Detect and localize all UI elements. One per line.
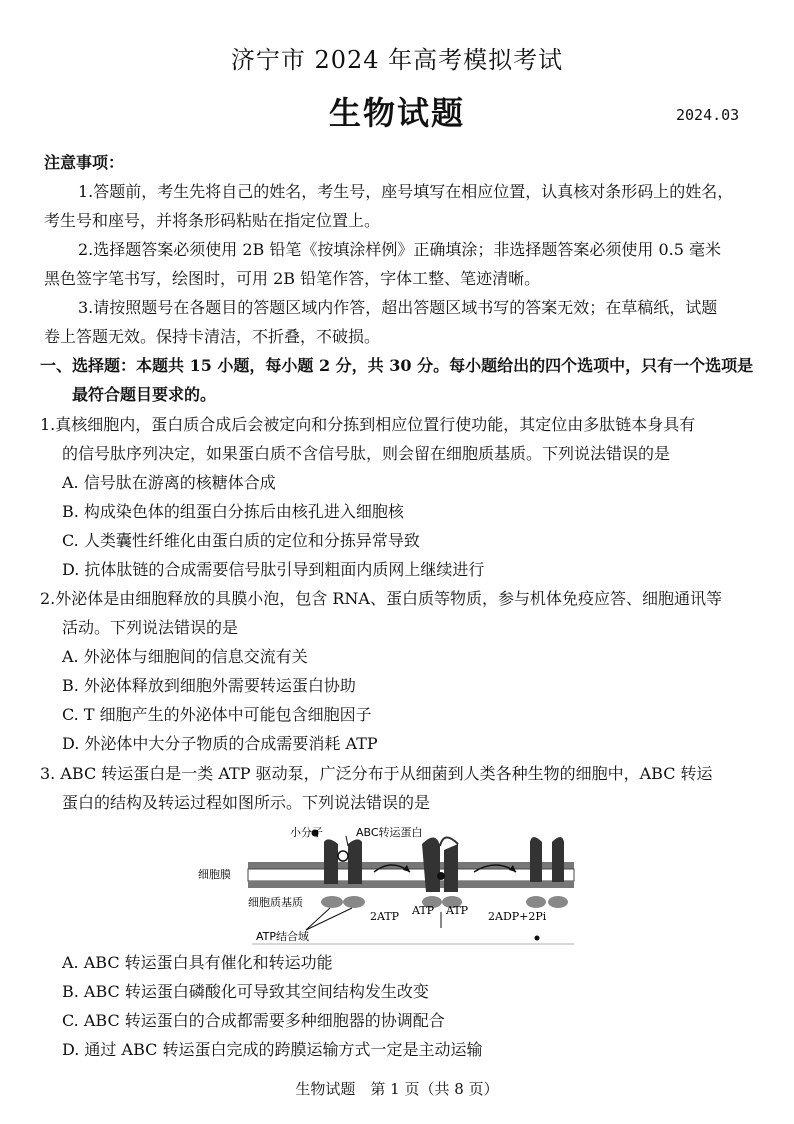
question-3-stem: 3. ABC 转运蛋白是一类 ATP 驱动泵，广泛分布于从细菌到人类各种生物的细胞中，ABC 转运 xyxy=(40,764,713,783)
question-2-option-d: D. 外泌体中大分子物质的合成需要消耗 ATP xyxy=(62,734,378,753)
label-atp-right: ATP xyxy=(446,904,469,917)
label-abc-protein: ABC转运蛋白 xyxy=(356,826,423,839)
notice-line: 1.答题前，考生先将自己的姓名，考生号，座号填写在相应位置，认真核对条形码上的姓名， xyxy=(78,182,734,201)
released-molecule-dot xyxy=(535,936,540,941)
page-footer: 生物试题 第 1 页（共 8 页） xyxy=(295,1080,499,1098)
abc-label-pointer xyxy=(346,836,348,846)
section-heading-cont: 最符合题目要求的。 xyxy=(72,385,217,404)
label-atp-left: ATP xyxy=(412,904,435,917)
label-atp-domain: ATP结合域 xyxy=(256,930,310,943)
atp-domain-pointer xyxy=(306,908,330,930)
question-1-stem: 1.真核细胞内，蛋白质合成后会被定向和分拣到相应位置行使功能，其定位由多肽链本身具有 xyxy=(40,415,696,434)
membrane-outer-layer xyxy=(248,862,574,869)
question-2-option-a: A. 外泌体与细胞间的信息交流有关 xyxy=(62,647,308,666)
question-3-option-a: A. ABC 转运蛋白具有催化和转运功能 xyxy=(62,953,333,972)
notice-line: 3.请按照题号在各题目的答题区域内作答，超出答题区域书写的答案无效；在草稿纸，试题 xyxy=(78,298,718,317)
label-membrane: 细胞膜 xyxy=(198,868,231,881)
question-3-option-b: B. ABC 转运蛋白磷酸化可导致其空间结构发生改变 xyxy=(62,982,429,1001)
notice-line: 卷上答题无效。保持卡清洁，不折叠，不破损。 xyxy=(44,327,381,346)
question-1-option-c: C. 人类囊性纤维化由蛋白质的定位和分拣异常导致 xyxy=(62,531,420,550)
exam-title: 济宁市 2024 年高考模拟考试 xyxy=(230,46,564,74)
membrane-inner-layer xyxy=(248,881,574,888)
question-1-option-d: D. 抗体肽链的合成需要信号肽引导到粗面内质网上继续进行 xyxy=(62,560,485,579)
question-2-option-b: B. 外泌体释放到细胞外需要转运蛋白协助 xyxy=(62,676,356,695)
question-1-stem: 的信号肽序列决定，如果蛋白质不含信号肽，则会留在细胞质基质。下列说法错误的是 xyxy=(62,444,671,463)
label-adp: 2ADP+2Pi xyxy=(488,910,547,923)
question-3-option-d: D. 通过 ABC 转运蛋白完成的跨膜运输方式一定是主动运输 xyxy=(62,1040,483,1059)
question-2-option-c: C. T 细胞产生的外泌体中可能包含细胞因子 xyxy=(62,705,372,724)
notice-heading: 注意事项： xyxy=(44,153,125,172)
exam-date: 2024.03 xyxy=(676,106,740,124)
notice-line: 2.选择题答案必须使用 2B 铅笔《按填涂样例》正确填涂；非选择题答案必须使用 0.5 毫米 xyxy=(78,240,721,259)
question-1-option-b: B. 构成染色体的组蛋白分拣后由核孔进入细胞核 xyxy=(62,502,404,521)
transporter-2 xyxy=(422,837,462,908)
question-3-stem: 蛋白的结构及转运过程如图所示。下列说法错误的是 xyxy=(62,793,431,812)
question-2-stem: 活动。下列说法错误的是 xyxy=(62,618,239,637)
label-2atp: 2ATP xyxy=(370,910,400,923)
label-small-molecule: 小分子 xyxy=(290,826,323,839)
notice-line: 黑色签字笔书写，绘图时，可用 2B 铅笔作答，字体工整、笔迹清晰。 xyxy=(44,269,541,288)
question-3-option-c: C. ABC 转运蛋白的合成都需要多种细胞器的协调配合 xyxy=(62,1011,445,1030)
section-heading: 一、选择题：本题共 15 小题，每小题 2 分，共 30 分。每小题给出的四个选项中，只有一个选项是 xyxy=(40,356,754,375)
abc-transporter-figure xyxy=(196,822,586,950)
notice-line: 考生号和座号，并将条形码粘贴在指定位置上。 xyxy=(44,211,381,230)
subject-title: 生物试题 xyxy=(328,94,465,132)
label-cytoplasm: 细胞质基质 xyxy=(248,896,303,909)
membrane-middle-layer xyxy=(248,869,574,881)
question-2-stem: 2.外泌体是由细胞释放的具膜小泡，包含 RNA、蛋白质等物质，参与机体免疫应答、细胞通讯等 xyxy=(40,589,722,608)
question-1-option-a: A. 信号肽在游离的核糖体合成 xyxy=(62,473,276,492)
